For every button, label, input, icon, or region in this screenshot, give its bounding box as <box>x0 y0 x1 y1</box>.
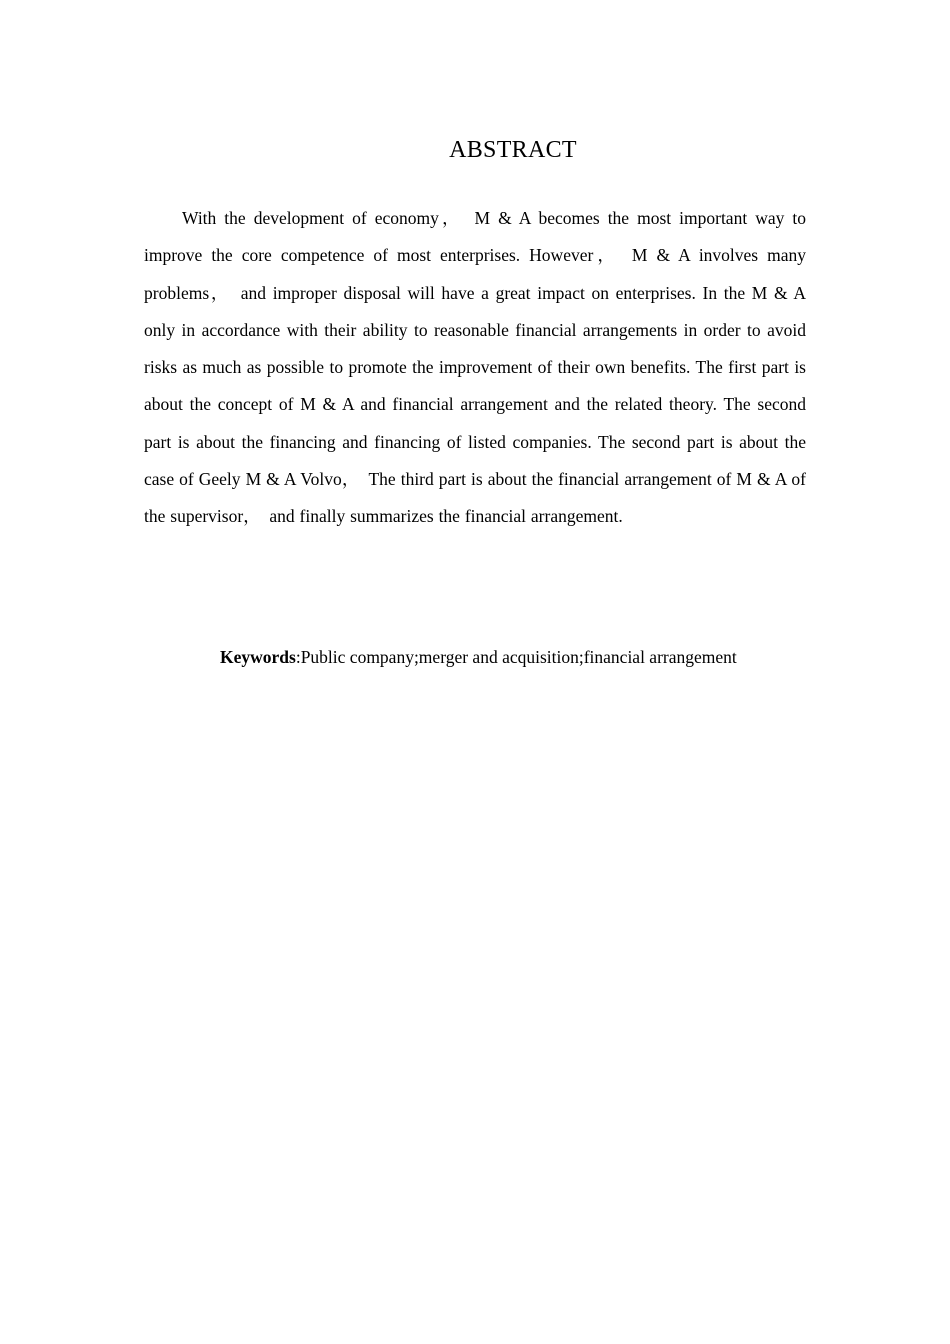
keywords-separator: : <box>295 647 301 667</box>
keywords-label: Keywords <box>220 647 296 667</box>
keywords-line <box>220 644 737 670</box>
keywords-value: Public company;merger and acquisition;financial arrangement <box>300 647 737 667</box>
abstract-title: ABSTRACT <box>449 137 577 163</box>
abstract-paragraph: With the development of economy， M & A becomes the most important way to improve the core competence of most enterprises. However， M & A involves many problems， and improper disposal will have a great impact on enterprises. In the M & A only in accordance with their ability to reasonable financial arrangements in order to avoid risks as much as possible to promote the improvement of their own benefits. The first part is about the concept of M & A and financial arrangement and the related theory. The second part is about the financing and financing of listed companies. The second part is about the case of Geely M & A Volvo， The third part is about the financial arrangement of M & A of the supervisor， and finally summarizes the financial arrangement. <box>144 208 806 527</box>
